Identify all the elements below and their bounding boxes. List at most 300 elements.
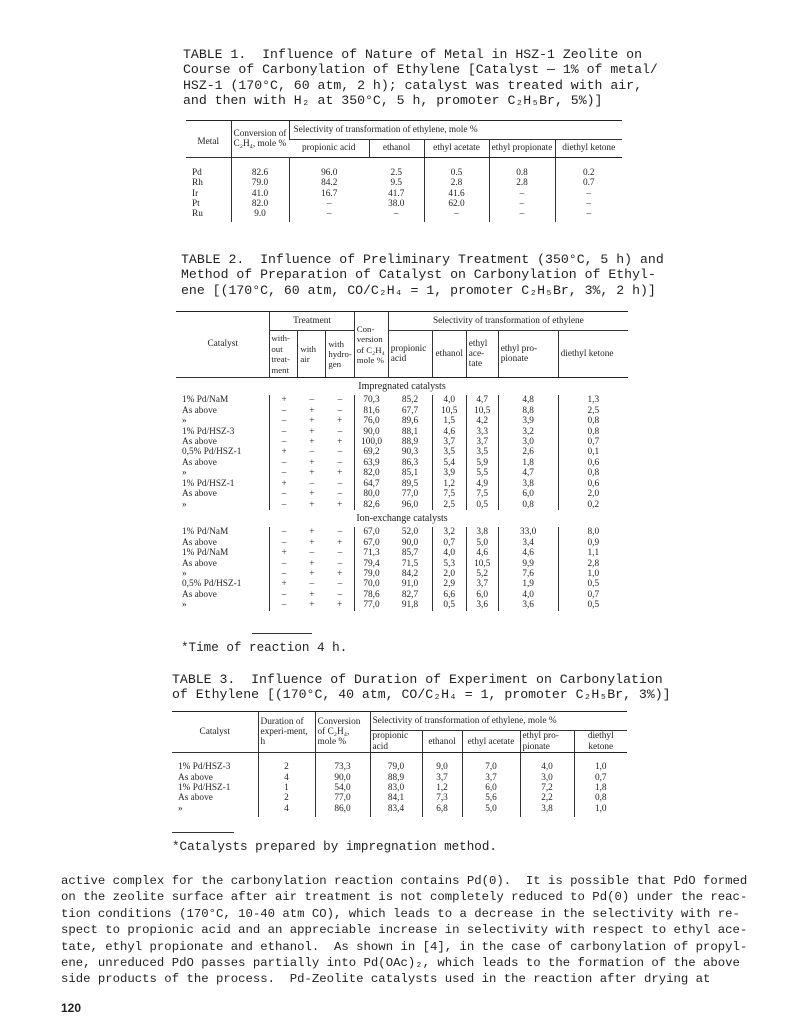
data-cell: 84,2	[401, 568, 419, 579]
data-cell: 3,5	[432, 447, 466, 457]
data-cell: 96.0	[289, 157, 369, 178]
data-cell: 3,0	[520, 773, 574, 783]
data-cell: –	[337, 478, 343, 489]
data-cell: 82.0	[231, 199, 289, 209]
data-cell: 2.5	[390, 167, 403, 178]
data-cell: –	[289, 209, 369, 221]
data-cell: 88,9	[401, 437, 419, 448]
data-cell: 3,7	[432, 437, 466, 447]
data-cell: 2	[258, 793, 315, 803]
data-cell: 3,9	[498, 416, 558, 426]
data-cell: 0,5	[558, 600, 628, 610]
page-number: 120	[61, 1001, 82, 1015]
data-cell: 4,6	[498, 548, 558, 558]
data-cell: 5,3	[432, 559, 466, 569]
data-cell: 16.7	[289, 189, 369, 199]
t3-header-duration: Duration of experi-ment, h	[258, 712, 315, 753]
table-row	[176, 427, 628, 437]
data-cell: 3,6	[466, 600, 498, 610]
data-cell: 3,8	[498, 479, 558, 489]
data-cell: +	[309, 537, 315, 548]
data-cell: 2,5	[432, 500, 466, 510]
data-cell: 1,3	[558, 395, 628, 405]
table-row	[176, 559, 628, 569]
row-label-cell: »	[182, 568, 187, 579]
table2-caption: TABLE 2. Influence of Preliminary Treatment (350°C, 5 h) and Method of Preparation of Catalyst on Carbonylation of Ethyl- ene [(170°C, 60 atm, CO/C₂H₄ = 1, promoter C₂H₅Br, 3%, 2 h)]	[181, 252, 664, 298]
data-cell: 7,0	[462, 753, 520, 773]
table3	[172, 711, 627, 817]
table-row	[172, 804, 627, 817]
row-label-cell: 0,5% Pd/HSZ-1	[182, 447, 242, 458]
row-label-cell: As above	[182, 589, 217, 600]
data-cell: +	[337, 600, 343, 611]
data-cell: 0,7	[432, 538, 466, 548]
table-row	[176, 416, 628, 426]
t1-col-propionic: propionic acid	[289, 140, 369, 157]
table3-body	[172, 753, 627, 818]
table-row	[176, 437, 628, 447]
section-label: Impregnated catalysts	[358, 381, 446, 393]
data-cell: +	[309, 499, 315, 510]
data-cell: 4,2	[466, 416, 498, 426]
t3-col-propionic: propionic acid	[370, 731, 422, 753]
row-label-cell: 1% Pd/NaM	[182, 527, 229, 538]
data-cell: 9.5	[390, 178, 403, 189]
t1-header-selectivity: Selectivity of transformation of ethylene, mole %	[289, 121, 622, 140]
data-cell: 91,8	[401, 600, 419, 611]
data-cell: 41.6	[424, 189, 489, 199]
data-cell: –	[337, 395, 343, 406]
data-cell: +	[337, 568, 343, 579]
table-row	[186, 209, 622, 221]
t2-col-with-hydrogen: with hydro-gen	[326, 331, 354, 378]
row-label-cell: »	[182, 600, 187, 611]
row-label-cell: As above	[182, 437, 217, 448]
data-cell: +	[337, 499, 343, 510]
data-cell: 7,3	[422, 793, 462, 803]
row-label-cell: As above	[182, 457, 217, 468]
data-cell: 5,4	[432, 458, 466, 468]
data-cell: 3,7	[466, 579, 498, 589]
data-cell: 52,0	[401, 527, 419, 538]
data-cell: +	[337, 437, 343, 448]
data-cell: 4,7	[466, 395, 498, 405]
data-cell: +	[309, 568, 315, 579]
table-row	[172, 753, 627, 773]
row-label-cell: As above	[182, 558, 217, 569]
data-cell: 85,7	[401, 548, 419, 559]
data-cell: 38.0	[388, 199, 405, 210]
row-label-cell: »	[182, 499, 187, 510]
row-label-cell: 1% Pd/HSZ-3	[178, 762, 231, 773]
data-cell: 63,9	[354, 458, 388, 468]
data-cell: +	[270, 479, 298, 489]
data-cell: 77,0	[354, 600, 388, 610]
data-cell: 6,6	[432, 590, 466, 600]
table-row	[176, 548, 628, 558]
data-cell: 71,3	[354, 548, 388, 558]
row-label-cell: Ru	[192, 209, 203, 220]
data-cell: 3,9	[432, 468, 466, 478]
data-cell: 0,1	[558, 447, 628, 457]
data-cell: 4,8	[498, 395, 558, 405]
row-label-cell: »	[182, 416, 187, 427]
data-cell: –	[393, 209, 399, 220]
row-label-cell: Ir	[192, 188, 199, 199]
data-cell: 89,6	[401, 416, 419, 427]
data-cell: 9.0	[231, 209, 289, 221]
data-cell: 2	[258, 753, 315, 773]
data-cell: –	[270, 559, 298, 569]
t3-header-conversion: Conversion of C₂H₄, mole %	[315, 712, 370, 753]
data-cell: 4	[258, 773, 315, 783]
data-cell: 2,2	[520, 793, 574, 803]
data-cell: 2,8	[558, 559, 628, 569]
table-row	[176, 468, 628, 478]
t2-header-selectivity: Selectivity of transformation of ethylene	[388, 312, 628, 331]
data-cell: –	[309, 579, 315, 590]
t2-header-conversion: Con-version of C₂H₄ mole %	[354, 312, 388, 378]
table2-end-rule	[252, 633, 312, 634]
data-cell: 2,5	[558, 406, 628, 416]
t3-col-diethyl-ketone: diethyl ketone	[574, 731, 627, 753]
data-cell: +	[309, 416, 315, 427]
data-cell: –	[270, 600, 298, 610]
data-cell: 90,0	[354, 427, 388, 437]
data-cell: 1,0	[574, 804, 627, 817]
data-cell: 1,9	[498, 579, 558, 589]
table-row	[186, 178, 622, 188]
data-cell: +	[309, 558, 315, 569]
data-cell: 83,4	[370, 804, 422, 817]
data-cell: 88,1	[401, 426, 419, 437]
data-cell: 64,7	[354, 479, 388, 489]
table-row	[172, 793, 627, 803]
data-cell: –	[270, 538, 298, 548]
t2-col-ethyl-acetate: ethyl ace-tate	[466, 331, 498, 378]
data-cell: –	[489, 209, 555, 221]
data-cell: 90,0	[401, 537, 419, 548]
t2-col-diethyl-ketone: diethyl ketone	[558, 331, 628, 378]
data-cell: 1,0	[574, 753, 627, 773]
data-cell: 3,6	[498, 600, 558, 610]
data-cell: –	[337, 558, 343, 569]
data-cell: 1,0	[558, 569, 628, 579]
data-cell: 3,5	[466, 447, 498, 457]
table-row	[176, 579, 628, 589]
data-cell: –	[337, 426, 343, 437]
data-cell: –	[555, 209, 622, 221]
data-cell: 62.0	[424, 199, 489, 209]
data-cell: 3,7	[466, 437, 498, 447]
data-cell: 0,5	[558, 579, 628, 589]
data-cell: 0,8	[574, 793, 627, 803]
data-cell: 79,0	[370, 753, 422, 773]
data-cell: –	[337, 579, 343, 590]
data-cell: 86,0	[315, 804, 370, 817]
data-cell: 3,7	[462, 773, 520, 783]
data-cell: –	[270, 590, 298, 600]
data-cell: 1,2	[432, 479, 466, 489]
data-cell: 7,6	[498, 569, 558, 579]
data-cell: 6,8	[422, 804, 462, 817]
data-cell: 0,8	[558, 468, 628, 478]
table1-caption: TABLE 1. Influence of Nature of Metal in HSZ-1 Zeolite on Course of Carbonylation of Ethylene [Catalyst — 1% of metal/ HSZ-1 (170°C, 60 atm, 2 h); catalyst was treated with air, and then with H₂ at 350°C, 5 h, promoter C₂H₅Br, 5%)]	[183, 47, 658, 109]
table-row	[176, 500, 628, 510]
data-cell: 71,5	[401, 558, 419, 569]
row-label-cell: Pt	[192, 199, 200, 210]
data-cell: –	[309, 478, 315, 489]
data-cell: 2,6	[498, 447, 558, 457]
row-label-cell: 1% Pd/NaM	[182, 548, 229, 559]
t2-header-treatment: Treatment	[270, 312, 354, 331]
data-cell: 69,2	[354, 447, 388, 457]
data-cell: 5,9	[466, 458, 498, 468]
data-cell: 82,0	[354, 468, 388, 478]
data-cell: 4,9	[466, 479, 498, 489]
data-cell: 6,0	[466, 590, 498, 600]
data-cell: +	[309, 468, 315, 479]
data-cell: –	[337, 589, 343, 600]
data-cell: 3,4	[498, 538, 558, 548]
data-cell: 76,0	[354, 416, 388, 426]
row-label-cell: »	[182, 468, 187, 479]
t2-col-propionic: propionic acid	[388, 331, 432, 378]
data-cell: 4,0	[498, 590, 558, 600]
data-cell: 7,2	[520, 783, 574, 793]
data-cell: 96,0	[401, 499, 419, 510]
table-row	[176, 447, 628, 457]
data-cell: –	[337, 405, 343, 416]
data-cell: +	[270, 395, 298, 405]
row-label-cell: As above	[178, 772, 213, 783]
data-cell: 4,0	[432, 395, 466, 405]
data-cell: 10,5	[466, 406, 498, 416]
data-cell: 4,6	[466, 548, 498, 558]
data-cell: 2,0	[558, 489, 628, 499]
table-row	[176, 458, 628, 468]
row-label-cell: Pd	[192, 167, 202, 178]
row-label-cell: As above	[182, 405, 217, 416]
table-row	[176, 590, 628, 600]
data-cell: –	[270, 468, 298, 478]
row-label-cell: 1% Pd/HSZ-3	[182, 426, 235, 437]
table1	[186, 120, 622, 222]
data-cell: 33,0	[498, 527, 558, 537]
data-cell: 79.0	[231, 178, 289, 188]
data-cell: 81,6	[354, 406, 388, 416]
data-cell: 0,6	[558, 479, 628, 489]
data-cell: –	[270, 489, 298, 499]
data-cell: +	[309, 600, 315, 611]
data-cell: +	[270, 548, 298, 558]
data-cell: +	[337, 468, 343, 479]
data-cell: 5,2	[466, 569, 498, 579]
data-cell: 0,7	[574, 773, 627, 783]
data-cell: 9,9	[498, 559, 558, 569]
data-cell: +	[309, 527, 315, 538]
data-cell: 0.2	[555, 157, 622, 178]
data-cell: 1,8	[498, 458, 558, 468]
t2-header-catalyst: Catalyst	[176, 312, 270, 378]
data-cell: 0,8	[498, 500, 558, 510]
data-cell: –	[270, 500, 298, 510]
data-cell: 90,3	[401, 447, 419, 458]
data-cell: 4,7	[498, 468, 558, 478]
t1-col-ethanol: ethanol	[369, 140, 424, 157]
row-label-cell: As above	[182, 489, 217, 500]
data-cell: 41.0	[231, 189, 289, 199]
data-cell: –	[337, 527, 343, 538]
data-cell: 0.5	[424, 157, 489, 178]
data-cell: 3,3	[466, 427, 498, 437]
data-cell: 3,7	[422, 773, 462, 783]
data-cell: 84,1	[370, 793, 422, 803]
t1-header-metal: Metal	[186, 121, 231, 158]
data-cell: 86,3	[401, 457, 419, 468]
data-cell: –	[270, 406, 298, 416]
table-row	[186, 199, 622, 209]
data-cell: +	[309, 405, 315, 416]
table-row	[186, 157, 622, 178]
data-cell: +	[337, 537, 343, 548]
data-cell: 1,5	[432, 416, 466, 426]
row-label-cell: 1% Pd/HSZ-1	[182, 478, 235, 489]
row-label-cell: As above	[182, 537, 217, 548]
data-cell: 2,9	[432, 579, 466, 589]
data-cell: 85,2	[401, 395, 419, 406]
table-row	[176, 395, 628, 405]
data-cell: 79,4	[354, 559, 388, 569]
table1-body	[186, 157, 622, 222]
data-cell: +	[270, 447, 298, 457]
table-row	[176, 600, 628, 610]
data-cell: –	[337, 489, 343, 500]
data-cell: 82,7	[401, 589, 419, 600]
data-cell: –	[270, 427, 298, 437]
data-cell: 77,0	[401, 489, 419, 500]
data-cell: 6,0	[498, 489, 558, 499]
data-cell: 6,0	[462, 783, 520, 793]
data-cell: 91,0	[401, 579, 419, 590]
row-label-cell: 0,5% Pd/HSZ-1	[182, 579, 242, 590]
data-cell: +	[270, 579, 298, 589]
row-label-cell: Rh	[192, 178, 203, 189]
data-cell: 79,0	[354, 569, 388, 579]
data-cell: 70,3	[354, 395, 388, 405]
data-cell: 0,5	[432, 600, 466, 610]
t2-col-ethanol: ethanol	[432, 331, 466, 378]
data-cell: –	[270, 416, 298, 426]
data-cell: +	[309, 489, 315, 500]
data-cell: 83,0	[370, 783, 422, 793]
table3-caption: TABLE 3. Influence of Duration of Experiment on Carbonylation of Ethylene [(170°C, 40 atm, CO/C₂H₄ = 1, promoter C₂H₅Br, 3%)]	[172, 672, 671, 703]
data-cell: –	[270, 437, 298, 447]
data-cell: –	[309, 395, 315, 406]
table2-footnote: *Time of reaction 4 h.	[181, 641, 348, 655]
data-cell: 0,7	[558, 590, 628, 600]
data-cell: 90,0	[315, 773, 370, 783]
data-cell: 85,1	[401, 468, 419, 479]
section-impregnated	[176, 378, 628, 396]
data-cell: 100,0	[354, 437, 388, 447]
data-cell: 0,9	[558, 538, 628, 548]
data-cell: 4	[258, 804, 315, 817]
data-cell: 1	[258, 783, 315, 793]
data-cell: 41.7	[388, 188, 405, 199]
data-cell: +	[309, 426, 315, 437]
data-cell: 89,5	[401, 478, 419, 489]
data-cell: 80,0	[354, 489, 388, 499]
data-cell: 8,8	[498, 406, 558, 416]
data-cell: 82.6	[231, 157, 289, 178]
data-cell: 2.8	[489, 178, 555, 188]
t3-col-ethanol: ethanol	[422, 731, 462, 753]
table2	[176, 311, 628, 611]
data-cell: –	[489, 189, 555, 199]
data-cell: –	[309, 447, 315, 458]
table-row	[172, 783, 627, 793]
data-cell: –	[270, 458, 298, 468]
data-cell: 73,3	[315, 753, 370, 773]
table3-footnote: *Catalysts prepared by impregnation method.	[172, 840, 497, 854]
data-cell: –	[424, 209, 489, 221]
t1-col-ethyl-propionate: ethyl propionate	[489, 140, 555, 157]
section-ion-exchange	[176, 510, 628, 527]
data-cell: 1,8	[574, 783, 627, 793]
data-cell: 0,2	[558, 500, 628, 510]
row-label-cell: 1% Pd/NaM	[182, 395, 229, 406]
data-cell: 3,2	[498, 427, 558, 437]
data-cell: –	[555, 189, 622, 199]
data-cell: 5,0	[466, 538, 498, 548]
data-cell: 10,5	[466, 559, 498, 569]
data-cell: 1,1	[558, 548, 628, 558]
table-row	[172, 773, 627, 783]
section-label: Ion-exchange catalysts	[356, 512, 448, 524]
table3-end-rule	[172, 832, 234, 833]
data-cell: 4,0	[520, 753, 574, 773]
t1-col-ethyl-acetate: ethyl acetate	[424, 140, 489, 157]
data-cell: 5,6	[462, 793, 520, 803]
data-cell: 70,0	[354, 579, 388, 589]
data-cell: –	[289, 199, 369, 209]
data-cell: 3,0	[498, 437, 558, 447]
data-cell: –	[337, 457, 343, 468]
t3-header-catalyst: Catalyst	[172, 712, 258, 753]
data-cell: +	[309, 457, 315, 468]
data-cell: 5,5	[466, 468, 498, 478]
data-cell: +	[337, 416, 343, 427]
data-cell: 3,2	[432, 527, 466, 537]
row-label-cell: »	[178, 803, 183, 814]
data-cell: 7,5	[432, 489, 466, 499]
data-cell: 2,0	[432, 569, 466, 579]
data-cell: 67,0	[354, 527, 388, 537]
data-cell: –	[489, 199, 555, 209]
data-cell: 0,8	[558, 427, 628, 437]
t2-col-ethyl-propionate: ethyl pro-pionate	[498, 331, 558, 378]
table-row	[176, 527, 628, 537]
t2-col-without-treatment: with-out treat-ment	[270, 331, 298, 378]
data-cell: 82,6	[354, 500, 388, 510]
t3-header-selectivity: Selectivity of transformation of ethylene, mole %	[370, 712, 627, 731]
data-cell: 1,2	[422, 783, 462, 793]
data-cell: 7,5	[466, 489, 498, 499]
data-cell: 67,0	[354, 538, 388, 548]
data-cell: +	[309, 589, 315, 600]
data-cell: 4,6	[432, 427, 466, 437]
